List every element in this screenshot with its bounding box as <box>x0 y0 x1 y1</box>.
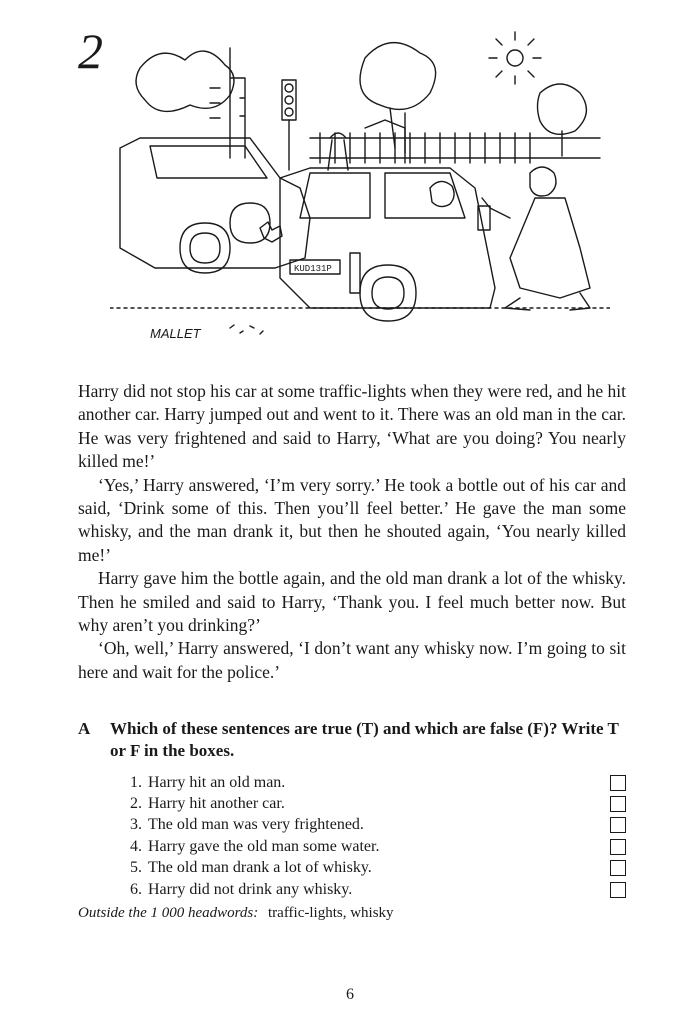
item-text: Harry hit another car. <box>148 795 285 813</box>
exercise-item <box>116 879 626 900</box>
item-number: 6. <box>130 880 142 898</box>
item-number: 1. <box>130 773 142 791</box>
answer-box[interactable] <box>610 839 626 855</box>
harry-head <box>530 167 556 196</box>
exercise-heading <box>78 718 626 762</box>
footnote-label: Outside the 1 000 headwords: <box>78 905 259 921</box>
chapter-number: 2 <box>78 23 103 79</box>
mini-side-window <box>385 173 465 218</box>
illustration-svg <box>110 28 610 360</box>
artist-signature: MALLET <box>150 326 201 341</box>
left-car <box>120 138 310 268</box>
footnote-words: traffic-lights, whisky <box>268 905 394 921</box>
story-paragraph: Harry did not stop his car at some traffic-lights when they were red, and he hit another car. Harry jumped out and went to it. There was an old man in the car. He was very frightened and said to Harry, ‘What are you doing? You nearly killed me!’ <box>78 381 626 472</box>
mini-rear-window <box>300 173 370 218</box>
exercise-item <box>116 836 626 857</box>
license-plate-text: KUD131P <box>294 264 332 274</box>
story-paragraph: Harry gave him the bottle again, and the old man drank a lot of the whisky. Then he smiled and said to Harry, ‘Thank you. I feel much better now. But why aren’t you drinking?’ <box>78 568 626 636</box>
left-car-wheel <box>180 223 230 273</box>
traffic-light-icon <box>282 80 296 120</box>
mini-wheel <box>360 265 416 321</box>
answer-box[interactable] <box>610 817 626 833</box>
car-crash-illustration <box>110 28 610 360</box>
exercise-items <box>78 772 626 900</box>
exercise-item <box>116 858 626 879</box>
footnote <box>78 905 394 922</box>
item-number: 3. <box>130 816 142 834</box>
exercise-letter: A <box>78 719 91 738</box>
item-text: Harry did not drink any whisky. <box>148 880 353 898</box>
story-paragraph: ‘Oh, well,’ Harry answered, ‘I don’t want any whisky now. I’m going to sit here and wait for the police.’ <box>78 638 626 682</box>
item-number: 5. <box>130 859 142 877</box>
tree-center <box>360 43 436 110</box>
answer-box[interactable] <box>610 775 626 791</box>
page-number: 6 <box>346 986 354 1003</box>
item-text: Harry hit an old man. <box>148 773 286 791</box>
tree-right <box>538 84 587 134</box>
item-text: Harry gave the old man some water. <box>148 837 380 855</box>
item-number: 2. <box>130 795 142 813</box>
sun-icon <box>507 50 523 66</box>
exercise-item <box>116 772 626 793</box>
old-man <box>430 181 454 206</box>
answer-box[interactable] <box>610 860 626 876</box>
harry-body <box>510 198 590 298</box>
item-text: The old man was very frightened. <box>148 816 364 834</box>
exercise-question: Which of these sentences are true (T) and which are false (F)? Write T or F in the boxes. <box>110 719 619 760</box>
answer-box[interactable] <box>610 796 626 812</box>
exercise-item <box>116 815 626 836</box>
story-paragraph: ‘Yes,’ Harry answered, ‘I’m very sorry.’ He took a bottle out of his car and said, ‘Drink some of this. Then you’ll feel better.’ He gave the man some whisky, and the man drank it, but then he shouted again, ‘You nearly killed me!’ <box>78 474 626 565</box>
mini-car <box>280 168 495 308</box>
exercise-item <box>116 793 626 814</box>
exercise-a <box>78 718 626 900</box>
item-text: The old man drank a lot of whisky. <box>148 859 372 877</box>
answer-box[interactable] <box>610 882 626 898</box>
item-number: 4. <box>130 837 142 855</box>
story-text <box>78 380 626 684</box>
